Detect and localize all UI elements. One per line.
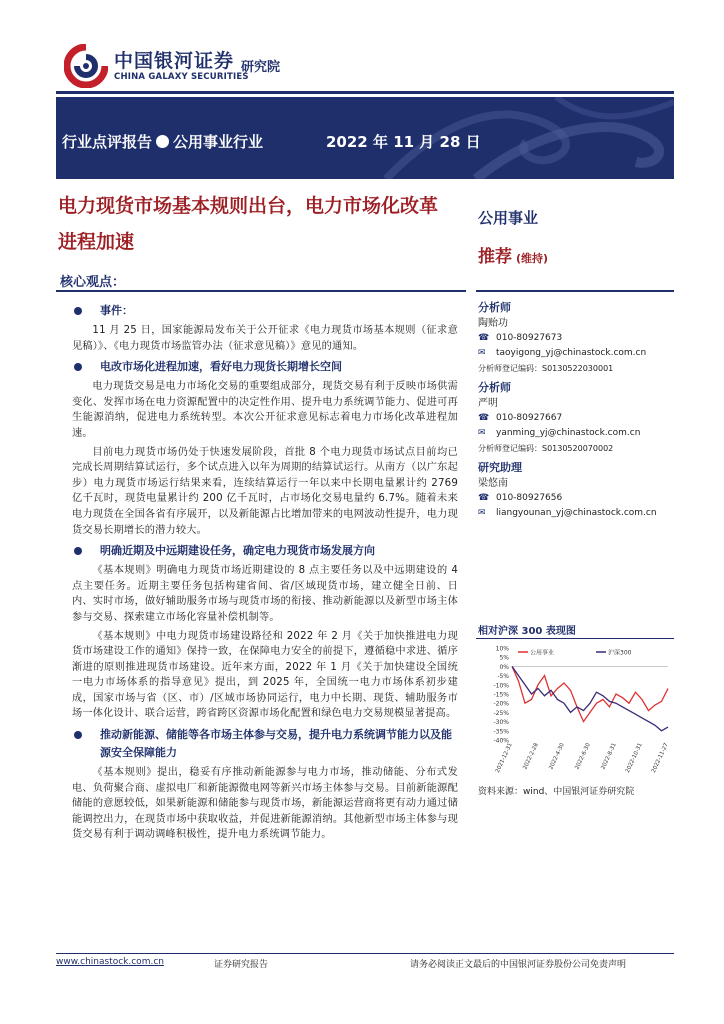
report-type-line xyxy=(62,131,263,152)
email-icon: ✉ xyxy=(478,348,486,358)
institute-label: 研究院 xyxy=(241,60,281,75)
core-heading: 核心观点： xyxy=(60,275,126,290)
x-tick-label: 2022-4-30 xyxy=(548,742,566,771)
analyst-name: 严明 xyxy=(478,398,498,409)
x-tick-label: 2021-12-31 xyxy=(494,742,514,774)
report-banner xyxy=(56,97,674,179)
analyst-email[interactable]: yanming_yj@chinastock.com.cn xyxy=(496,428,641,438)
industry-label: 公用事业行业 xyxy=(173,133,264,151)
header-divider xyxy=(56,91,674,94)
x-tick-label: 2022-11-27 xyxy=(650,742,670,774)
y-tick-label: 10% xyxy=(495,645,509,653)
company-logo xyxy=(64,40,344,90)
y-tick-label: -10% xyxy=(493,682,509,690)
analyst-name: 陶贻功 xyxy=(478,318,508,329)
series-line-1 xyxy=(512,666,668,730)
rating-note: (维持) xyxy=(516,252,549,265)
analyst-phone: 010-80927667 xyxy=(496,413,563,423)
paragraph: 《基本规则》提出，稳妥有序推动新能源参与电力市场，推动储能、分布式发电、负荷聚合商、虚拟电厂和新能源微电网等新兴市场主体参与交易。目前新能源配储能的意愿较低，如果新能源和储能参与现货市场，新能源运营商将更有动力通过储能调控出力，在现货市场中获取收益，并促进新能源消纳。其他新型市场主体参与现货交易有利于调动调峰积极性，提升电力系统调节能力。 xyxy=(72,767,458,841)
analyst-registration: 分析师登记编码：S0130520070002 xyxy=(478,444,614,453)
chart-source: 资料来源：wind、中国银河证券研究院 xyxy=(478,787,635,797)
report-title xyxy=(58,188,468,260)
footer-disclaimer: 请务必阅读正文最后的中国银河证券股份公司免责声明 xyxy=(410,960,627,970)
x-tick-label: 2022-10-31 xyxy=(624,742,644,774)
y-tick-label: -5% xyxy=(497,673,509,681)
chart-title: 相对沪深 300 表现图 xyxy=(478,626,576,637)
section-heading: 明确近期及中远期建设任务，确定电力现货市场发展方向 xyxy=(72,542,458,560)
analyst-name: 梁悠南 xyxy=(478,478,508,489)
y-tick-label: -30% xyxy=(493,719,509,727)
y-tick-label: 5% xyxy=(499,654,509,662)
analyst-registration: 分析师登记编码：S0130522030001 xyxy=(478,364,614,373)
paragraph: 《基本规则》明确电力现货市场近期建设的 8 点主要任务以及中远期建设的 4 点主要任务。近期主要任务包括构建省间、省/区域现货市场，建立健全日前、日内、实时市场，做好辅助服务市场与现货市场的衔接、推动新能源以及新型市场主体参与交易、探索建立市场化容量补偿机制等。 xyxy=(72,565,458,623)
report-type: 行业点评报告 xyxy=(62,133,153,151)
y-tick-label: -35% xyxy=(493,728,509,736)
section-heading: 推动新能源、储能等各市场主体参与交易，提升电力系统调节能力以及能源安全保障能力 xyxy=(72,726,458,762)
analyst-email[interactable]: taoyigong_yj@chinastock.com.cn xyxy=(496,348,647,358)
footer-website-link[interactable]: www.chinastock.com.cn xyxy=(56,957,164,967)
analyst-card xyxy=(478,460,674,521)
galaxy-logo-icon xyxy=(64,44,108,88)
legend-label: 公用事业 xyxy=(530,649,555,657)
y-tick-label: -20% xyxy=(493,700,509,708)
analyst-role: 研究助理 xyxy=(478,461,522,474)
report-date: 2022 年 11 月 28 日 xyxy=(326,133,481,151)
phone-icon: ☎ xyxy=(478,413,490,423)
title-line: 进程加速 xyxy=(58,231,135,253)
email-icon: ✉ xyxy=(478,428,486,438)
paragraph: 目前电力现货市场仍处于快速发展阶段，首批 8 个电力现货市场试点目前均已完成长周期结算试运行，多个试点进入以年为周期的结算试运行。从南方（以广东起步）电力现货市场运行结果来看，连续结算运行一年以来中长期电量累计约 2769 亿千瓦时，现货电量累计约 200 亿千瓦时，占市场化交易电量约 6.7%。随着未来电力现货在全国各省有序展开，以及新能源占比增加带来的电网波动性提升，电力现货交易长期增长的潜力较大。 xyxy=(72,446,458,536)
x-tick-label: 2022-6-30 xyxy=(574,742,592,771)
paragraph: 11 月 25 日，国家能源局发布关于公开征求《电力现货市场基本规则（征求意见稿）》、《电力现货市场监管办法（征求意见稿）》意见的通知。 xyxy=(72,325,458,352)
rating-value: 推荐 xyxy=(478,247,512,267)
phone-icon: ☎ xyxy=(478,333,490,343)
section-heading: 电改市场化进程加速，看好电力现货长期增长空间 xyxy=(72,358,458,376)
analyst-phone: 010-80927673 xyxy=(496,333,563,343)
main-content xyxy=(72,298,458,843)
footer-divider xyxy=(56,953,674,954)
analyst-card xyxy=(478,300,674,376)
phone-icon: ☎ xyxy=(478,493,490,503)
analyst-role: 分析师 xyxy=(478,301,511,314)
analyst-phone: 010-80927656 xyxy=(496,493,563,503)
logo-chinese-name: 中国银河证券 xyxy=(114,50,235,72)
sector-label: 公用事业 xyxy=(478,209,539,227)
chart-divider xyxy=(476,638,674,639)
relative-performance-chart xyxy=(478,642,674,782)
email-icon: ✉ xyxy=(478,508,486,518)
footer-label: 证券研究报告 xyxy=(214,960,269,970)
separator-dot-icon xyxy=(156,135,169,148)
core-divider xyxy=(56,290,466,292)
x-tick-label: 2022-8-31 xyxy=(600,742,618,771)
y-tick-label: -15% xyxy=(493,691,509,699)
sidebar-divider xyxy=(476,290,674,292)
analyst-email[interactable]: liangyounan_yj@chinastock.com.cn xyxy=(496,508,657,518)
y-tick-label: -25% xyxy=(493,709,509,717)
title-line: 电力现货市场基本规则出台，电力市场化改革 xyxy=(58,195,439,217)
section-heading: 事件： xyxy=(72,302,458,320)
paragraph: 《基本规则》中电力现货市场建设路径和 2022 年 2 月《关于加快推进电力现货市场建设工作的通知》保持一致，在保障电力安全的前提下，遵循稳中求进、循序渐进的原则推进现货市场建设。近年来方面，2022 年 1 月《关于加快建设全国统一电力市场体系的指导意见》提出，到 2025 年，全国统一电力市场体系初步建成，国家市场与省（区、市）/区域市场协同运行，电力中长期、现货、辅助服务市场一体化设计、联合运营，跨省跨区资源市场化配置和绿色电力交易规模显著提高。 xyxy=(72,630,458,720)
legend-label: 沪深300 xyxy=(608,649,632,657)
x-tick-label: 2022-2-28 xyxy=(522,742,540,771)
analyst-card xyxy=(478,380,674,456)
analyst-role: 分析师 xyxy=(478,381,511,394)
series-line-0 xyxy=(512,666,668,721)
logo-english-name: CHINA GALAXY SECURITIES xyxy=(114,72,249,82)
rating xyxy=(478,242,548,267)
paragraph: 电力现货交易是电力市场化交易的重要组成部分，现货交易有利于反映市场供需变化、发挥市场在电力资源配置中的决定性作用、提升电力系统调节能力、促进可再生能源消纳，促进电力系统转型。本次公开征求意见标志着电力市场化改革进程加速。 xyxy=(72,381,458,439)
y-tick-label: 0% xyxy=(499,663,509,671)
y-tick-label: -40% xyxy=(493,737,509,745)
